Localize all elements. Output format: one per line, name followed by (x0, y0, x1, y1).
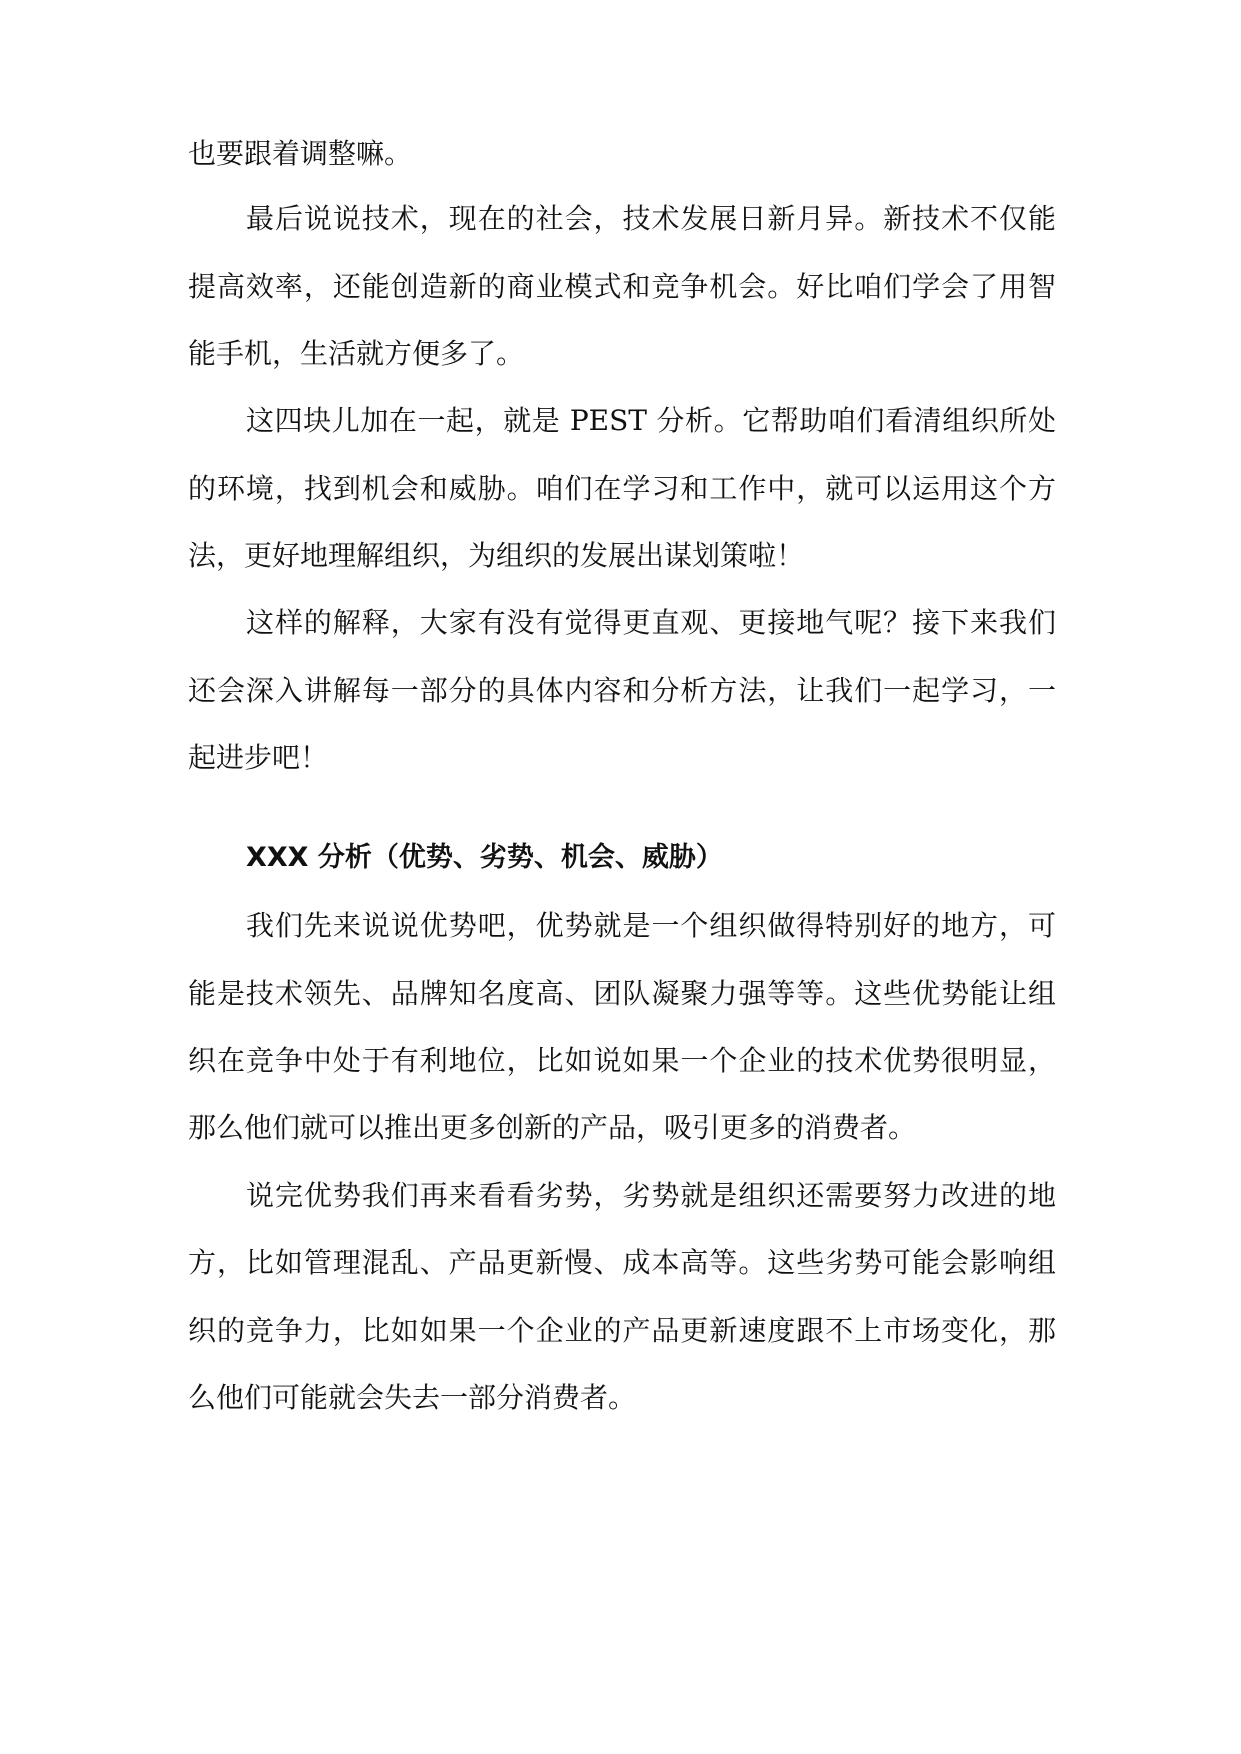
paragraph-line: 织在竞争中处于有利地位，比如说如果一个企业的技术优势很明显， (188, 1044, 1056, 1077)
paragraph-line: 的环境，找到机会和威胁。咱们在学习和工作中，就可以运用这个方 (188, 472, 1056, 505)
paragraph-line: 这四块儿加在一起，就是 PEST 分析。它帮助咱们看清组织所处 (246, 404, 1056, 437)
paragraph-line: 织的竞争力，比如如果一个企业的产品更新速度跟不上市场变化，那 (188, 1314, 1056, 1347)
paragraph-line: 提高效率，还能创造新的商业模式和竞争机会。好比咱们学会了用智 (188, 270, 1056, 303)
paragraph-line: 方，比如管理混乱、产品更新慢、成本高等。这些劣势可能会影响组 (188, 1246, 1056, 1279)
paragraph-line: 么他们可能就会失去一部分消费者。 (188, 1381, 637, 1414)
paragraph-line: 那么他们就可以推出更多创新的产品，吸引更多的消费者。 (188, 1111, 917, 1144)
paragraph-line: 能是技术领先、品牌知名度高、团队凝聚力强等等。这些优势能让组 (188, 977, 1056, 1010)
paragraph-line: 还会深入讲解每一部分的具体内容和分析方法，让我们一起学习，一 (188, 674, 1056, 707)
section-heading: XXX 分析（优势、劣势、机会、威胁） (246, 842, 723, 873)
paragraph-line: 能手机，生活就方便多了。 (188, 337, 525, 370)
paragraph-line: 我们先来说说优势吧，优势就是一个组织做得特别好的地方，可 (246, 909, 1056, 942)
paragraph-line: 这样的解释，大家有没有觉得更直观、更接地气呢？接下来我们 (246, 606, 1056, 639)
paragraph-line: 说完优势我们再来看看劣势，劣势就是组织还需要努力改进的地 (246, 1179, 1056, 1212)
paragraph-line: 最后说说技术，现在的社会，技术发展日新月异。新技术不仅能 (246, 202, 1056, 235)
paragraph-line: 也要跟着调整嘛。 (188, 137, 413, 170)
paragraph-line: 起进步吧！ (188, 741, 329, 774)
paragraph-line: 法，更好地理解组织，为组织的发展出谋划策啦！ (188, 539, 805, 572)
